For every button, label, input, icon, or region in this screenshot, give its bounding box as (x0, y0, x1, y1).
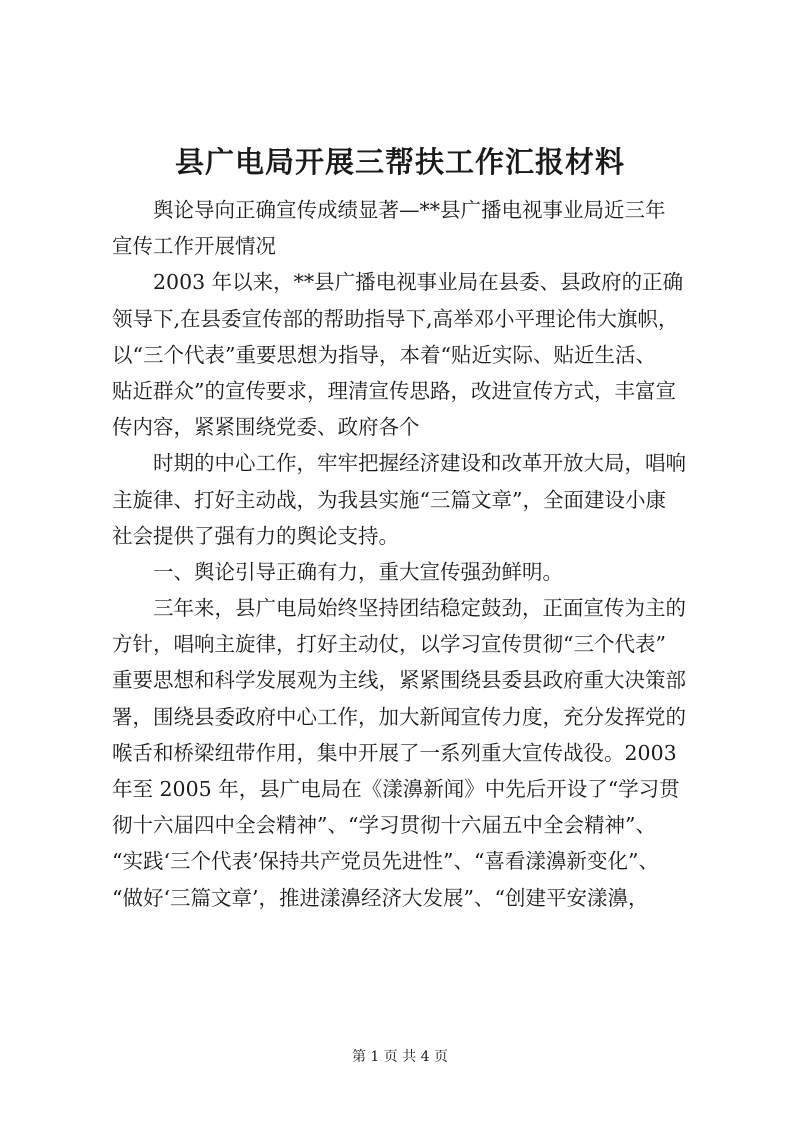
body-line: “实践‘三个代表’保持共产党员先进性”、“喜看漾濞新变化”、 (112, 849, 659, 874)
body-line: 贴近群众”的宣传要求，理清宣传思路，改进宣传方式，丰富宣 (112, 378, 676, 403)
section-heading: 一、舆论引导正确有力，重大宣传强劲鲜明。 (153, 559, 563, 584)
body-line-paragraph-start: 时期的中心工作，牢牢把握经济建设和改革开放大局，唱响 (153, 451, 686, 476)
document-title: 县广电局开展三帮扶工作汇报材料 (174, 145, 625, 179)
body-line: 署，围绕县委政府中心工作，加大新闻宣传力度，充分发挥党的 (112, 704, 686, 729)
body-line: 宣传工作开展情况 (112, 234, 276, 259)
body-line: 领导下,在县委宣传部的帮助指导下,高举邓小平理论伟大旗帜， (112, 306, 679, 331)
body-line: 重要思想和科学发展观为主线，紧紧围绕县委县政府重大决策部 (112, 668, 686, 693)
body-line-paragraph-start: 三年来，县广电局始终坚持团结稳定鼓劲，正面宣传为主的 (153, 596, 686, 621)
body-line: 彻十六届四中全会精神”、“学习贯彻十六届五中全会精神”、 (112, 813, 656, 838)
body-line: 喉舌和桥梁纽带作用，集中开展了一系列重大宣传战役。2003 (112, 740, 677, 765)
body-line: 传内容，紧紧围绕党委、政府各个 (112, 415, 420, 440)
body-line: 年至 2005 年，县广电局在《漾濞新闻》中先后开设了“学习贯 (112, 777, 680, 801)
body-line: 社会提供了强有力的舆论支持。 (112, 523, 399, 548)
document-body (112, 192, 706, 916)
body-line-paragraph-start: 2003 年以来，**县广播电视事业局在县委、县政府的正确 (153, 270, 684, 295)
body-line: “做好‘三篇文章’，推进漾濞经济大发展”、“创建平安漾濞， (112, 885, 649, 910)
body-line: 主旋律、打好主动战，为我县实施“三篇文章”，全面建设小康 (112, 487, 666, 512)
body-line: 方针，唱响主旋律，打好主动仗，以学习宣传贯彻“三个代表” (112, 632, 666, 657)
page-number: 第 1 页 共 4 页 (351, 1049, 449, 1065)
body-line: 以“三个代表”重要思想为指导，本着“贴近实际、贴近生活、 (112, 342, 656, 367)
body-line-subtitle: 舆论导向正确宣传成绩显著—**县广播电视事业局近三年 (153, 198, 666, 222)
